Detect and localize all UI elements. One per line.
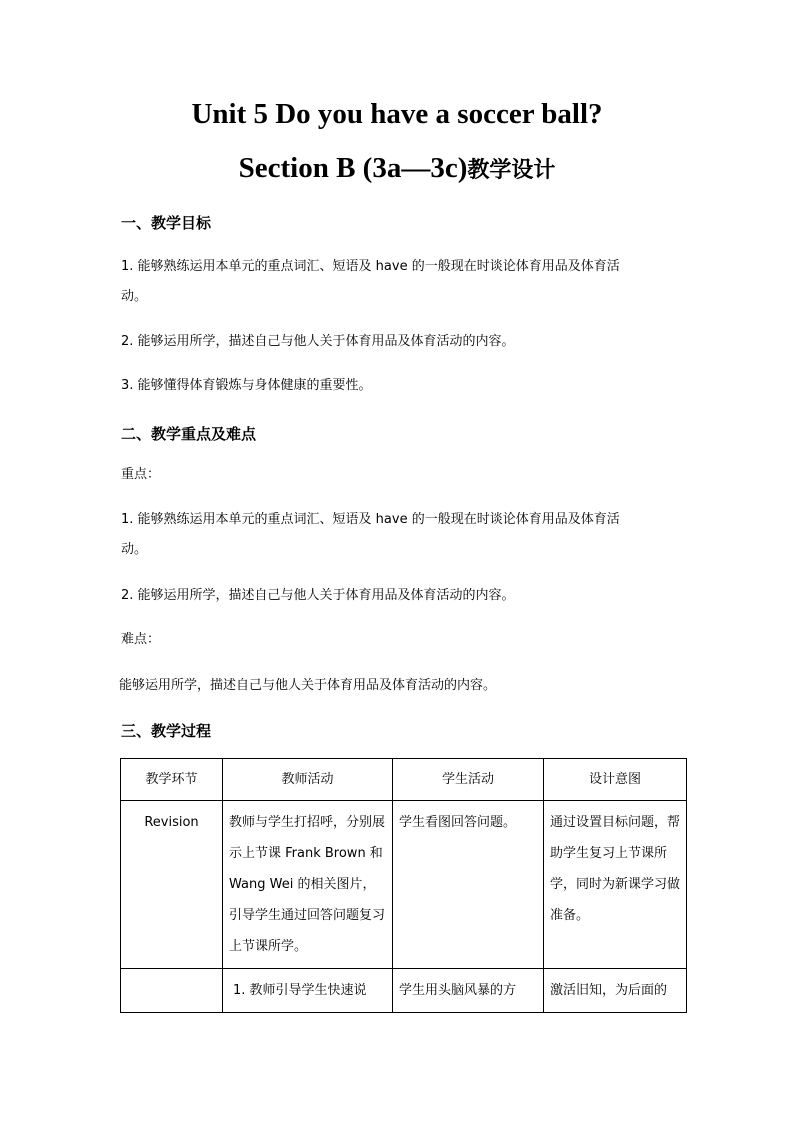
row-stage: Revision (121, 801, 223, 969)
row-design-intent: 通过设置目标问题，帮助学生复习上节课所学，同时为新课学习做准备。 (544, 801, 687, 969)
key-item-2: 2. 能够运用所学，描述自己与他人关于体育用品及体育活动的内容。 (121, 588, 515, 603)
row-teacher-activity: 教师与学生打招呼，分别展示上节课 Frank Brown 和 Wang Wei 的相关图片，引导学生通过回答问题复习上节课所学。 (223, 801, 393, 969)
objective-item-3: 3. 能够懂得体育锻炼与身体健康的重要性。 (121, 378, 372, 393)
table-row (121, 801, 687, 969)
row-student-activity: 学生用头脑风暴的方 (393, 969, 544, 1013)
header-stage: 教学环节 (121, 759, 223, 801)
difficulty-label: 难点： (121, 632, 161, 647)
teaching-process-table (120, 758, 687, 1013)
document-subtitle (0, 152, 794, 185)
subtitle-en: Section B (3a—3c) (238, 152, 468, 184)
row-teacher-activity: 1. 教师引导学生快速说 (223, 969, 393, 1013)
header-student: 学生活动 (393, 759, 544, 801)
objective-item-1a: 1. 能够熟练运用本单元的重点词汇、短语及 have 的一般现在时谈论体育用品及体育活 (121, 259, 620, 274)
section-heading-key-points: 二、教学重点及难点 (121, 425, 257, 443)
key-points-label: 重点： (121, 467, 161, 482)
section-heading-process: 三、教学过程 (121, 722, 212, 740)
table-header-row (121, 759, 687, 801)
row-design-intent: 激活旧知，为后面的 (544, 969, 687, 1013)
row-stage (121, 969, 223, 1013)
key-item-1a: 1. 能够熟练运用本单元的重点词汇、短语及 have 的一般现在时谈论体育用品及体育活 (121, 512, 620, 527)
objective-item-1b: 动。 (121, 289, 148, 304)
table-row (121, 969, 687, 1013)
header-intent: 设计意图 (544, 759, 687, 801)
subtitle-cn: 教学设计 (467, 158, 556, 183)
row-student-activity: 学生看图回答问题。 (393, 801, 544, 969)
objective-item-2: 2. 能够运用所学，描述自己与他人关于体育用品及体育活动的内容。 (121, 334, 515, 349)
key-item-1b: 动。 (121, 542, 148, 557)
difficulty-text: 能够运用所学，描述自己与他人关于体育用品及体育活动的内容。 (119, 678, 497, 693)
section-heading-objectives: 一、教学目标 (121, 214, 212, 232)
document-title: Unit 5 Do you have a soccer ball? (191, 98, 603, 130)
header-teacher: 教师活动 (223, 759, 393, 801)
